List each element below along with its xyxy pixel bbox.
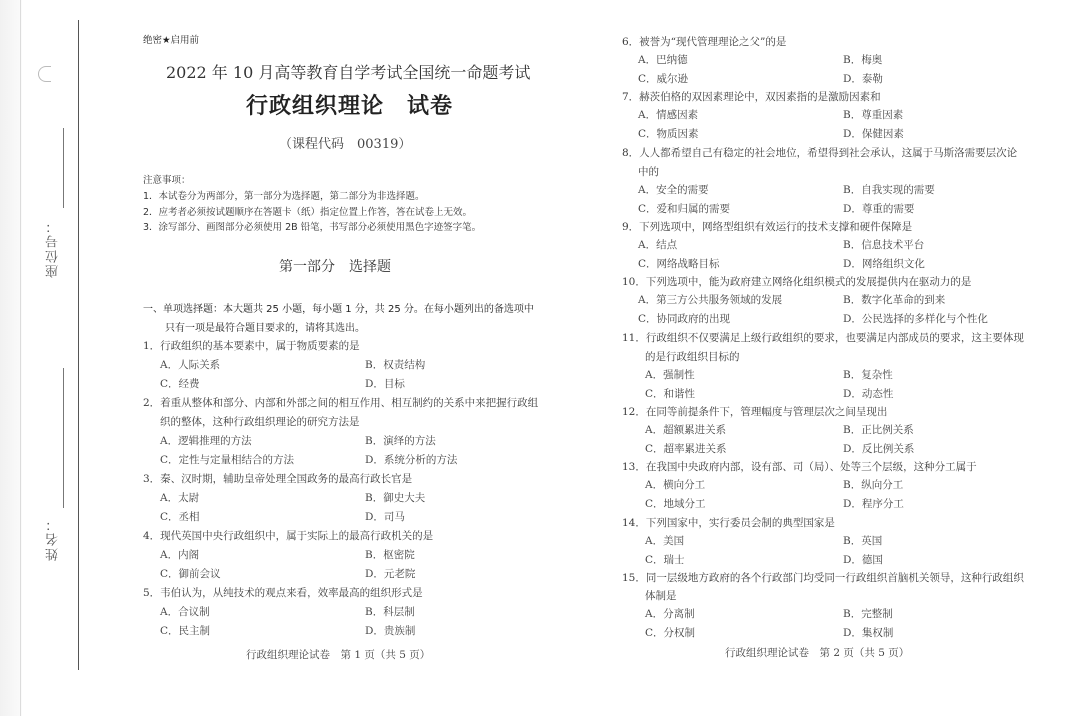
option-c: C．网络战略目标 [638,258,720,270]
page-footer: 行政组织理论试卷 第 2 页（共 5 页） [725,647,910,659]
question-stem: 6．被誉为“现代管理理论之父”的是 [622,36,787,48]
note-item: 3．涂写部分、画图部分必须使用 2B 铅笔，书写部分必须使用黑色字迹签字笔。 [143,222,482,233]
option-b: B．英国 [843,535,883,547]
question-stem: 14．下列国家中，实行委员会制的典型国家是 [622,517,835,529]
option-d: D．尊重的需要 [843,203,915,215]
course-code: （课程代码 00319） [279,137,412,152]
question-stem: 13．在我国中央政府内部，设有部、司（局）、处等三个层级，这种分工属于 [622,461,977,473]
option-c: C．威尔逊 [638,73,689,85]
option-a: A．结点 [638,239,678,251]
option-d: D．程序分工 [843,498,904,510]
option-a: A．巴纳德 [638,54,688,66]
question-stem-cont: 的是行政组织目标的 [645,351,740,363]
exam-heading: 2022 年 10 月高等教育自学考试全国统一命题考试 [166,63,531,82]
option-c: C．物质因素 [638,128,699,140]
option-a: A．内阁 [160,549,200,561]
option-b: B．权责结构 [365,359,426,371]
confidential-mark: 绝密★启用前 [143,35,200,46]
option-a: A．横向分工 [645,479,706,491]
option-c: C．经费 [160,378,200,390]
option-a: A．超额累进关系 [645,424,727,436]
question-stem: 15．同一层级地方政府的各个行政部门均受同一行政组织首脑机关领导，这种行政组织 [622,572,1024,584]
option-a: A．人际关系 [160,359,221,371]
note-item: 2．应考者必须按试题顺序在答题卡（纸）指定位置上作答，答在试卷上无效。 [143,207,473,218]
option-b: B．复杂性 [843,369,893,381]
section-instruction: 一、单项选择题：本大题共 25 小题，每小题 1 分，共 25 分。在每小题列出的备选项中 [143,304,534,315]
question-stem-cont: 中的 [638,166,659,178]
option-b: B．御史大夫 [365,492,426,504]
question-stem: 9．下列选项中，网络型组织有效运行的技术支撑和硬件保障是 [622,221,913,233]
question-stem: 5．韦伯认为，从纯技术的观点来看，效率最高的组织形式是 [143,587,423,599]
option-d: D．系统分析的方法 [365,454,458,466]
option-c: C．协同政府的出现 [638,313,731,325]
option-d: D．贵族制 [365,625,416,637]
option-d: D．集权制 [843,627,894,639]
option-b: B．科层制 [365,606,415,618]
option-b: B．自我实现的需要 [843,184,935,196]
option-a: A．情感因素 [638,109,699,121]
option-b: B．尊重因素 [843,109,904,121]
part-title: 第一部分 选择题 [279,259,391,275]
option-d: D．动态性 [843,388,894,400]
question-stem: 4．现代英国中央行政组织中，属于实际上的最高行政机关的是 [143,530,434,542]
option-c: C．地域分工 [645,498,706,510]
option-b: B．信息技术平台 [843,239,925,251]
option-d: D．目标 [365,378,405,390]
option-a: A．安全的需要 [638,184,709,196]
option-c: C．超率累进关系 [645,443,727,455]
option-d: D．保健因素 [843,128,904,140]
option-c: C．爱和归属的需要 [638,203,731,215]
option-d: D．网络组织文化 [843,258,925,270]
option-b: B．梅奥 [843,54,883,66]
name-label: 姓名： [46,516,61,561]
question-stem: 2．着重从整体和部分、内部和外部之间的相互作用、相互制约的关系中来把握行政组 [143,397,539,409]
section-instruction-cont: 只有一项是最符合题目要求的，请将其选出。 [165,323,365,334]
question-stem: 12．在同等前提条件下，管理幅度与管理层次之间呈现出 [622,406,888,418]
option-a: A．太尉 [160,492,200,504]
note-item: 1．本试卷分为两部分，第一部分为选择题，第二部分为非选择题。 [143,191,425,202]
question-stem: 8．人人都希望自己有稳定的社会地位，希望得到社会承认，这属于马斯洛需要层次论 [622,147,1018,159]
option-a: A．第三方公共服务领域的发展 [638,294,783,306]
option-c: C．民主制 [160,625,211,637]
paper-title: 行政组织理论 试卷 [246,94,454,119]
question-stem: 7．赫茨伯格的双因素理论中，双因素指的是激励因素和 [622,91,881,103]
option-d: D．反比例关系 [843,443,915,455]
option-c: C．御前会议 [160,568,221,580]
question-stem: 10．下列选项中，能为政府建立网络化组织模式的发展提供内在驱动力的是 [622,276,972,288]
option-a: A．合议制 [160,606,210,618]
option-b: B．演绎的方法 [365,435,436,447]
question-stem-cont: 体制是 [645,590,677,602]
option-c: C．瑞士 [645,554,685,566]
option-d: D．泰勒 [843,73,883,85]
option-a: A．分离制 [645,608,695,620]
option-b: B．纵向分工 [843,479,904,491]
option-a: A．逻辑推理的方法 [160,435,252,447]
option-c: C．和谐性 [645,388,696,400]
option-b: B．数字化革命的到来 [843,294,946,306]
notes-title: 注意事项： [143,175,191,186]
option-a: A．美国 [645,535,685,547]
option-d: D．元老院 [365,568,416,580]
page-footer: 行政组织理论试卷 第 1 页（共 5 页） [246,649,431,661]
question-stem: 1．行政组织的基本要素中，属于物质要素的是 [143,340,360,352]
option-c: C．分权制 [645,627,696,639]
option-b: B．正比例关系 [843,424,914,436]
option-b: B．枢密院 [365,549,415,561]
option-a: A．强制性 [645,369,695,381]
option-d: D．公民选择的多样化与个性化 [843,313,988,325]
question-stem: 3．秦、汉时期，辅助皇帝处理全国政务的最高行政长官是 [143,473,413,485]
option-d: D．司马 [365,511,405,523]
option-c: C．定性与定量相结合的方法 [160,454,295,466]
question-stem-cont: 织的整体，这种行政组织理论的研究方法是 [160,416,360,428]
question-stem: 11．行政组织不仅要满足上级行政组织的要求，也要满足内部成员的要求，这主要体现 [622,332,1024,344]
option-c: C．丞相 [160,511,200,523]
seat-number-label: 座位号： [46,218,61,278]
option-b: B．完整制 [843,608,893,620]
option-d: D．德国 [843,554,883,566]
